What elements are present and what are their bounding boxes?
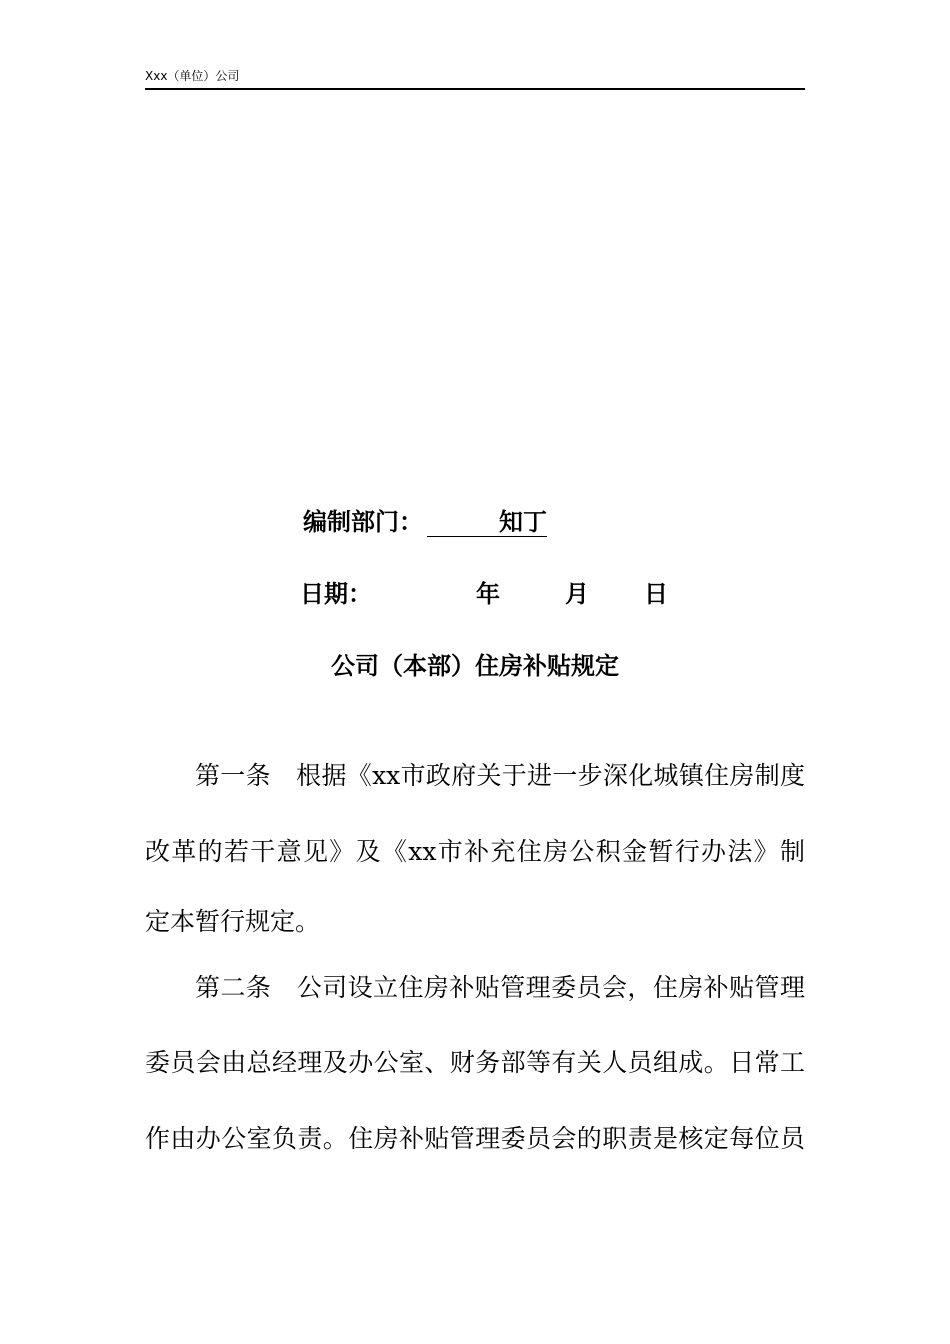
compiling-department-value: 知丁 (427, 508, 547, 537)
compiling-department-label: 编制部门： (303, 508, 423, 536)
day-label: 日 (644, 580, 668, 608)
month-label: 月 (565, 580, 589, 608)
body-line-2: 改革的若干意见》及《xx市补充住房公积金暂行办法》制 (145, 837, 805, 866)
document-title: 公司（本部）住房补贴规定 (331, 652, 619, 680)
date-label: 日期： (300, 580, 372, 608)
body-line-3: 定本暂行规定。 (145, 907, 321, 936)
body-line-4: 第二条 公司设立住房补贴管理委员会，住房补贴管理 (195, 973, 805, 1002)
year-label: 年 (476, 580, 500, 608)
compiling-department-row (303, 507, 547, 537)
body-line-5: 委员会由总经理及办公室、财务部等有关人员组成。日常工 (145, 1048, 805, 1077)
page-header (145, 66, 805, 90)
body-line-1: 第一条 根据《xx市政府关于进一步深化城镇住房制度 (195, 761, 805, 790)
body-line-6: 作由办公室负责。住房补贴管理委员会的职责是核定每位员 (145, 1124, 805, 1153)
header-company-name: Xxx（单位）公司 (145, 69, 240, 83)
